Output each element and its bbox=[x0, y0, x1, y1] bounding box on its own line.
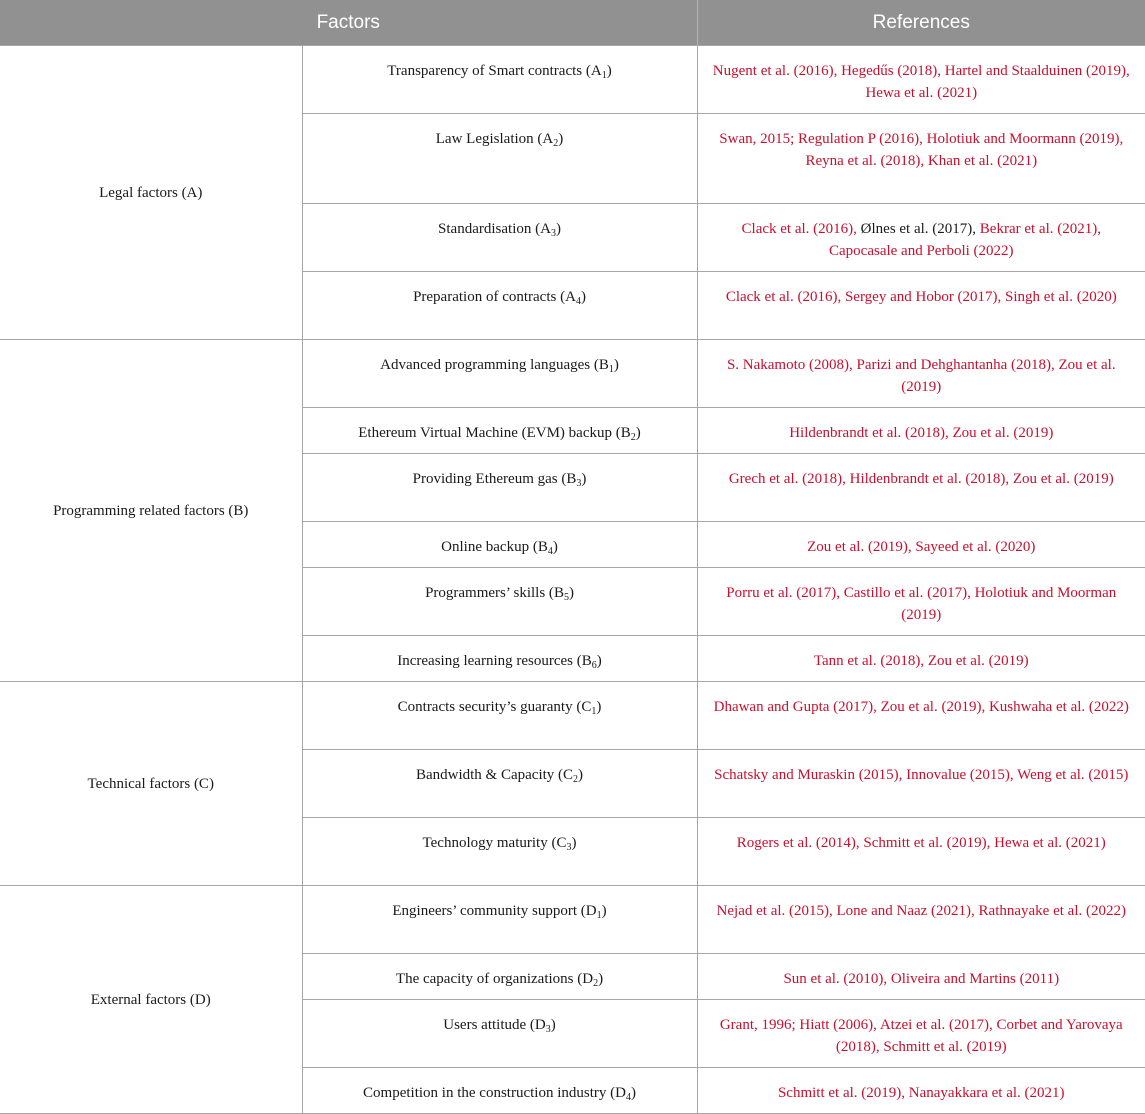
references-cell bbox=[697, 568, 1145, 636]
references-cell bbox=[697, 204, 1145, 272]
factor-name-cell bbox=[302, 522, 697, 568]
reference-link[interactable]: Zou et al. (2019), Sayeed et al. (2020) bbox=[807, 539, 1036, 555]
factor-code-subscript: 2 bbox=[573, 774, 579, 785]
factor-code: A bbox=[540, 221, 551, 237]
factor-name-text: Advanced programming languages ( bbox=[380, 357, 599, 373]
factor-name-close: ) bbox=[613, 357, 619, 373]
factor-name-text: Bandwidth & Capacity ( bbox=[415, 767, 564, 783]
factor-name-text: Technology maturity ( bbox=[422, 835, 557, 851]
reference-link[interactable]: Sun et al. (2010), Oliveira and Martins (2011) bbox=[783, 971, 1060, 987]
factor-name-close: ) bbox=[596, 653, 602, 669]
references-cell bbox=[697, 886, 1145, 954]
factor-name-text: Increasing learning resources ( bbox=[397, 653, 582, 669]
references-cell bbox=[697, 114, 1145, 204]
references-column-header: References bbox=[697, 0, 1145, 46]
factor-code-subscript: 2 bbox=[593, 978, 599, 989]
references-cell bbox=[697, 682, 1145, 750]
factor-name-text: Online backup ( bbox=[441, 539, 538, 555]
factor-group-label: External factors (D) bbox=[0, 886, 302, 1114]
factor-name-text: Preparation of contracts ( bbox=[413, 289, 566, 305]
factor-code: C bbox=[556, 835, 567, 851]
factor-name-text: Ethereum Virtual Machine (EVM) backup ( bbox=[358, 425, 621, 441]
factor-code-subscript: 4 bbox=[575, 296, 581, 307]
factor-name-cell bbox=[302, 272, 697, 340]
factor-name-close: ) bbox=[580, 289, 586, 305]
factor-code: D bbox=[534, 1017, 546, 1033]
factor-name-cell bbox=[302, 1068, 697, 1114]
factor-name-close: ) bbox=[550, 1017, 556, 1033]
reference-link[interactable]: Schatsky and Muraskin (2015), Innovalue (2015), Weng et al. (2015) bbox=[714, 767, 1129, 783]
factor-name-cell bbox=[302, 1000, 697, 1068]
table-body bbox=[0, 46, 1145, 1114]
factor-name-close: ) bbox=[578, 767, 584, 783]
factor-code: A bbox=[565, 289, 576, 305]
reference-link[interactable]: Clack et al. (2016), Sergey and Hobor (2017), Singh et al. (2020) bbox=[725, 289, 1117, 305]
factor-code: C bbox=[581, 699, 592, 715]
reference-link[interactable]: Tann et al. (2018), Zou et al. (2019) bbox=[813, 653, 1029, 669]
references-cell bbox=[697, 340, 1145, 408]
references-cell bbox=[697, 636, 1145, 682]
factor-code-subscript: 3 bbox=[550, 228, 556, 239]
table-row bbox=[0, 340, 1145, 408]
reference-link[interactable]: Clack et al. (2016), bbox=[741, 221, 861, 237]
factor-code: B bbox=[553, 585, 564, 601]
factor-code: C bbox=[563, 767, 574, 783]
factor-name-close: ) bbox=[552, 539, 558, 555]
reference-link[interactable]: Porru et al. (2017), Castillo et al. (2017), Holotiuk and Moorman (2019) bbox=[726, 585, 1117, 623]
factor-name-cell bbox=[302, 886, 697, 954]
reference-link[interactable]: Dhawan and Gupta (2017), Zou et al. (2019), Kushwaha et al. (2022) bbox=[713, 699, 1129, 715]
factor-name-close: ) bbox=[571, 835, 577, 851]
factor-code-subscript: 6 bbox=[591, 660, 597, 671]
factor-name-close: ) bbox=[555, 221, 561, 237]
factor-name-cell bbox=[302, 340, 697, 408]
factor-code: B bbox=[566, 471, 577, 487]
factor-name-cell bbox=[302, 454, 697, 522]
factor-code: B bbox=[620, 425, 631, 441]
reference-link[interactable]: Nejad et al. (2015), Lone and Naaz (2021), Rathnayake et al. (2022) bbox=[716, 903, 1126, 919]
reference-link[interactable]: Grech et al. (2018), Hildenbrandt et al. (2018), Zou et al. (2019) bbox=[728, 471, 1114, 487]
factor-name-text: Competition in the construction industry ( bbox=[363, 1085, 616, 1101]
factor-code-subscript: 2 bbox=[553, 138, 559, 149]
references-cell bbox=[697, 408, 1145, 454]
factor-group-label: Programming related factors (B) bbox=[0, 340, 302, 682]
references-cell bbox=[697, 454, 1145, 522]
factor-name-text: Law Legislation ( bbox=[435, 131, 543, 147]
references-cell bbox=[697, 522, 1145, 568]
factor-name-text: Providing Ethereum gas ( bbox=[412, 471, 567, 487]
factor-code: A bbox=[542, 131, 554, 147]
factor-name-cell bbox=[302, 818, 697, 886]
factor-code-subscript: 2 bbox=[630, 432, 636, 443]
factor-name-close: ) bbox=[558, 131, 564, 147]
factor-code-subscript: 1 bbox=[608, 364, 614, 375]
reference-link[interactable]: S. Nakamoto (2008), Parizi and Dehghantanha (2018), Zou et al. (2019) bbox=[726, 357, 1116, 395]
table-header-row bbox=[0, 0, 1145, 46]
factor-code-subscript: 3 bbox=[545, 1024, 551, 1035]
reference-link[interactable]: Rogers et al. (2014), Schmitt et al. (2019), Hewa et al. (2021) bbox=[736, 835, 1106, 851]
factor-name-close: ) bbox=[598, 971, 604, 987]
factor-name-text: Users attitude ( bbox=[443, 1017, 535, 1033]
factor-name-text: Engineers’ community support ( bbox=[392, 903, 586, 919]
references-cell bbox=[697, 818, 1145, 886]
factor-code-subscript: 3 bbox=[566, 842, 572, 853]
factor-code-subscript: 4 bbox=[547, 546, 553, 557]
table-row bbox=[0, 886, 1145, 954]
factor-name-cell bbox=[302, 204, 697, 272]
table-row bbox=[0, 46, 1145, 114]
factor-code-subscript: 1 bbox=[591, 706, 597, 717]
reference-link[interactable]: Nugent et al. (2016), Hegedűs (2018), Hartel and Staalduinen (2019), Hewa et al. (2021) bbox=[712, 63, 1130, 101]
factor-group-label: Legal factors (A) bbox=[0, 46, 302, 340]
factor-code: D bbox=[615, 1085, 626, 1101]
factor-name-cell bbox=[302, 636, 697, 682]
factor-code-subscript: 1 bbox=[601, 70, 607, 81]
factor-name-close: ) bbox=[581, 471, 587, 487]
factor-code-subscript: 5 bbox=[563, 592, 569, 603]
factor-code: B bbox=[598, 357, 609, 373]
factor-name-close: ) bbox=[635, 425, 641, 441]
factor-name-cell bbox=[302, 682, 697, 750]
reference-link[interactable]: Schmitt et al. (2019), Nanayakkara et al. (2021) bbox=[777, 1085, 1065, 1101]
factor-name-text: Contracts security’s guaranty ( bbox=[397, 699, 582, 715]
reference-link[interactable]: Bekrar et al. (2021), Capocasale and Perboli (2022) bbox=[829, 221, 1101, 259]
factor-code-subscript: 3 bbox=[576, 478, 582, 489]
factor-name-cell bbox=[302, 954, 697, 1000]
factor-name-text: Transparency of Smart contracts ( bbox=[387, 63, 591, 79]
factor-name-cell bbox=[302, 114, 697, 204]
factors-column-header: Factors bbox=[0, 0, 697, 46]
factor-name-close: ) bbox=[601, 903, 607, 919]
references-cell bbox=[697, 1000, 1145, 1068]
factor-name-cell bbox=[302, 750, 697, 818]
reference-text: Ølnes et al. (2017), bbox=[860, 221, 980, 237]
references-cell bbox=[697, 1068, 1145, 1114]
factor-name-text: The capacity of organizations ( bbox=[395, 971, 583, 987]
factor-name-close: ) bbox=[630, 1085, 636, 1101]
factor-name-close: ) bbox=[596, 699, 602, 715]
references-cell bbox=[697, 954, 1145, 1000]
references-cell bbox=[697, 272, 1145, 340]
references-cell bbox=[697, 46, 1145, 114]
table-row bbox=[0, 682, 1145, 750]
factor-name-text: Standardisation ( bbox=[438, 221, 541, 237]
factor-code: D bbox=[582, 971, 594, 987]
reference-link[interactable]: Swan, 2015; Regulation P (2016), Holotiuk and Moormann (2019), Reyna et al. (2018), Khan et al. (2021) bbox=[719, 131, 1124, 169]
factor-group-label: Technical factors (C) bbox=[0, 682, 302, 886]
factor-code: D bbox=[585, 903, 597, 919]
references-cell bbox=[697, 750, 1145, 818]
factor-name-cell bbox=[302, 568, 697, 636]
factor-name-text: Programmers’ skills ( bbox=[425, 585, 554, 601]
factor-name-close: ) bbox=[606, 63, 612, 79]
factor-code-subscript: 4 bbox=[625, 1092, 631, 1103]
factor-name-cell bbox=[302, 408, 697, 454]
reference-link[interactable]: Hildenbrandt et al. (2018), Zou et al. (2019) bbox=[789, 425, 1054, 441]
factor-code: B bbox=[581, 653, 592, 669]
factor-code: B bbox=[537, 539, 548, 555]
reference-link[interactable]: Grant, 1996; Hiatt (2006), Atzei et al. (2017), Corbet and Yarovaya (2018), Schmitt et al. (2019) bbox=[719, 1017, 1123, 1055]
factor-code: A bbox=[590, 63, 602, 79]
factor-name-close: ) bbox=[568, 585, 574, 601]
factor-code-subscript: 1 bbox=[596, 910, 602, 921]
factor-name-cell bbox=[302, 46, 697, 114]
